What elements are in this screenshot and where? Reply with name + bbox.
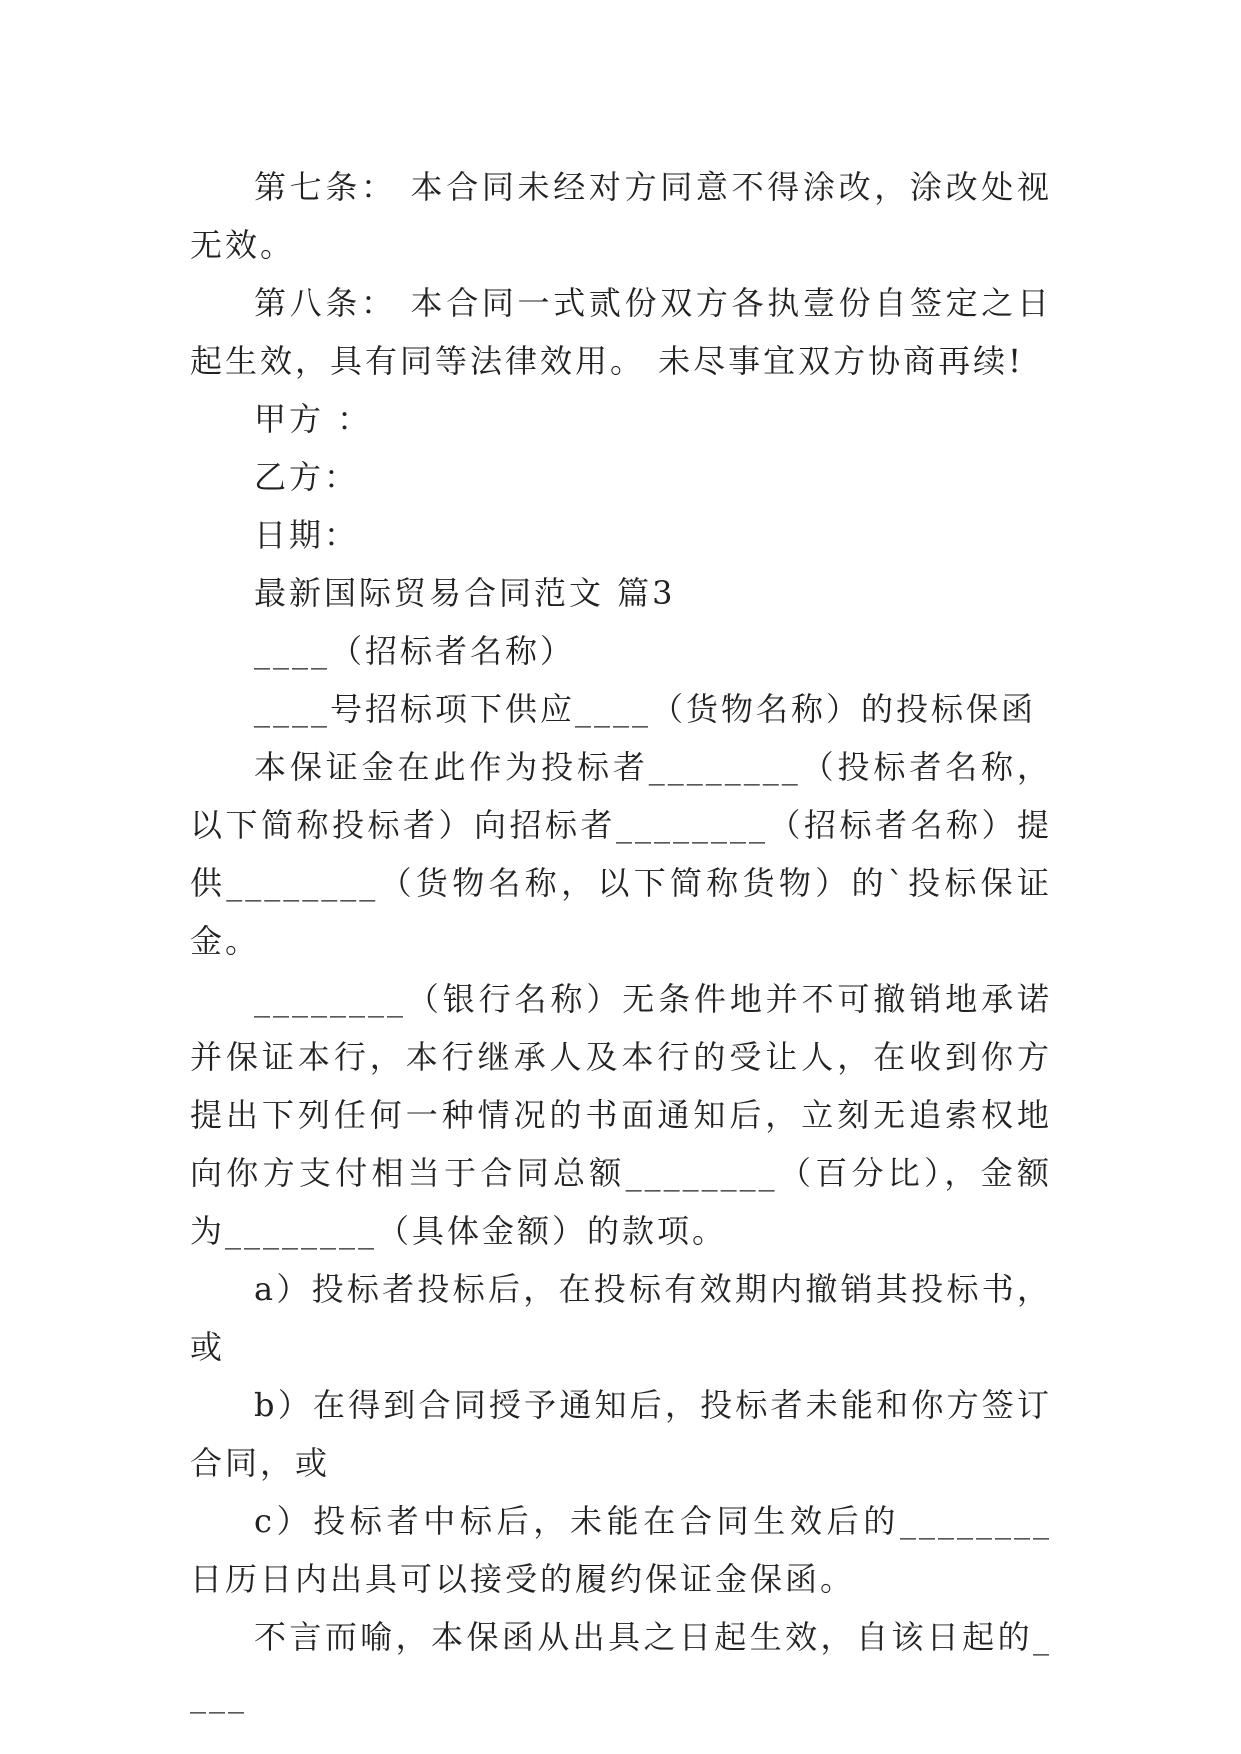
- section-title: 最新国际贸易合同范文 篇3: [254, 574, 676, 612]
- party-b-line: 乙方：: [254, 458, 360, 496]
- party-a-line: 甲方 ：: [254, 400, 373, 438]
- addressee-line: ____（招标者名称）: [254, 632, 576, 670]
- document-body: [190, 158, 1052, 1724]
- condition-b: b）在得到合同授予通知后，投标者未能和你方签订合同，或: [190, 1386, 1052, 1482]
- condition-c: c）投标者中标后，未能在合同生效后的________日历日内出具可以接受的履约保证金保函。: [190, 1502, 1052, 1598]
- clause-eight: 第八条： 本合同一式贰份双方各执壹份自签定之日起生效，具有同等法律效用。 未尽事宜双方协商再续!: [190, 284, 1052, 380]
- bank-commitment-paragraph: ________（银行名称）无条件地并不可撤销地承诺并保证本行，本行继承人及本行的受让人，在收到你方提出下列任何一种情况的书面通知后，立刻无追索权地向你方支付相当于合同总额________（百分比），金额为________（具体金额）的款项。: [190, 980, 1052, 1250]
- clause-seven: 第七条： 本合同未经对方同意不得涂改，涂改处视无效。: [190, 168, 1052, 264]
- date-line: 日期：: [254, 516, 360, 554]
- guarantee-paragraph: 本保证金在此作为投标者________（投标者名称，以下简称投标者）向招标者________（招标者名称）提供________（货物名称，以下简称货物）的`投标保证金。: [190, 748, 1052, 960]
- validity-paragraph: 不言而喻，本保函从出具之日起生效，自该日起的____: [190, 1618, 1052, 1714]
- guarantee-subject: ____号招标项下供应____（货物名称）的投标保函: [254, 690, 1037, 728]
- condition-a: a）投标者投标后，在投标有效期内撤销其投标书，或: [190, 1270, 1052, 1366]
